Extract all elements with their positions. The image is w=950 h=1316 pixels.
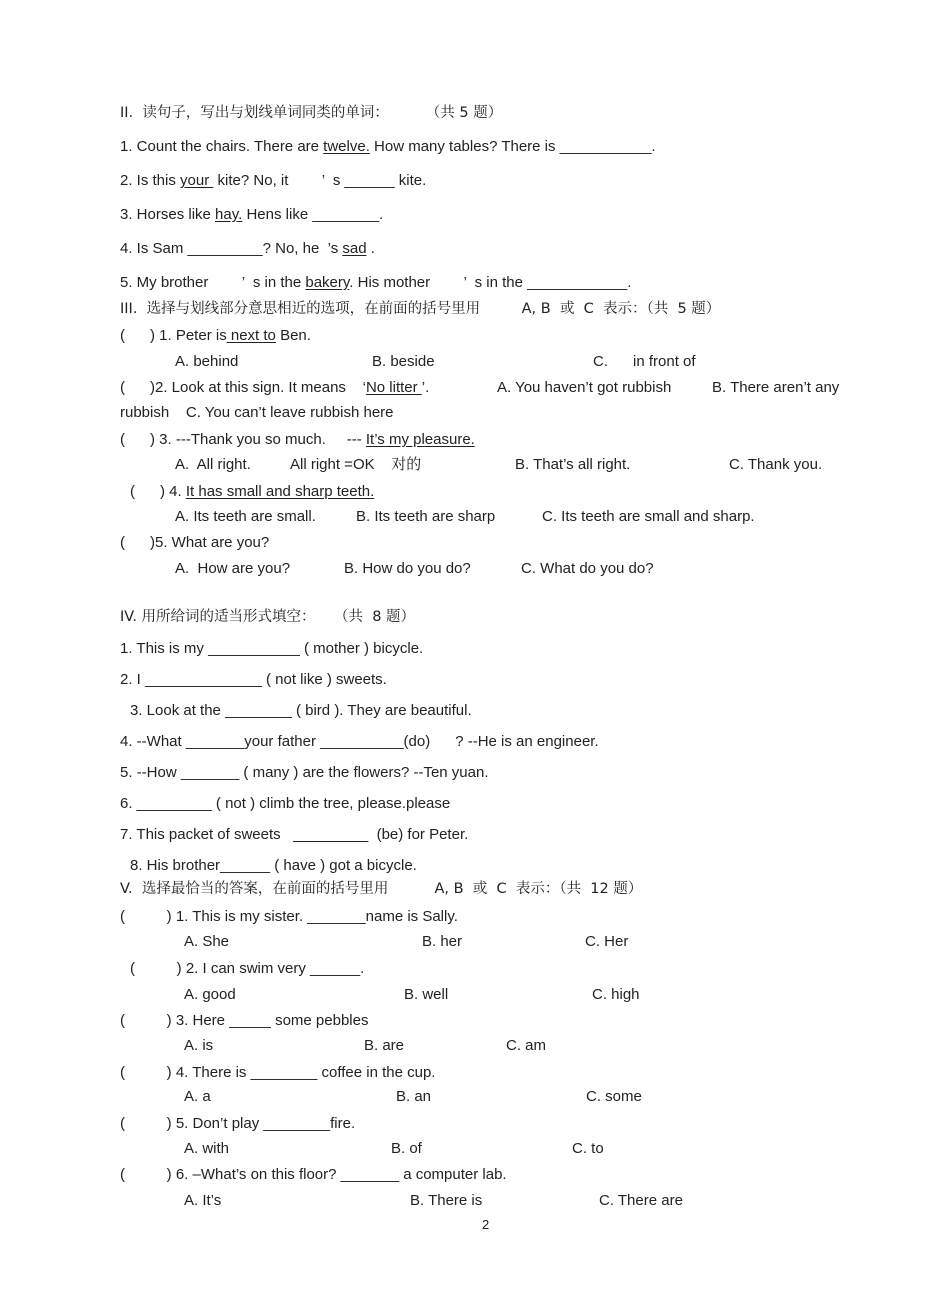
s3-q2-option-a: A. You haven’t got rubbish: [497, 379, 672, 396]
s5-q4-option-a: A. a: [184, 1088, 211, 1105]
underlined-word: twelve.: [323, 138, 370, 155]
s5-q1-option-b: B. her: [422, 933, 463, 950]
s4-question-5: 5. --How _______ ( many ) are the flowers? --Ten yuan.: [120, 764, 489, 781]
s5-q3-option-b: B. are: [364, 1037, 405, 1054]
s3-q1-option-b: B. beside: [372, 353, 435, 370]
underlined-phrase: No litter: [365, 379, 422, 396]
s3-question-1: [120, 327, 311, 345]
s3-q4-option-b: B. Its teeth are sharp: [356, 508, 496, 525]
underlined-phrase: It’s my pleasure.: [365, 431, 475, 448]
text: ’.: [421, 379, 430, 396]
text: 3. Horses like: [120, 206, 216, 223]
s5-q2-option-b: B. well: [404, 986, 449, 1003]
section-3-heading: III. 选择与划线部分意思相近的选项，在前面的括号里用 A, B 或 C 表示：（共 5 题）: [120, 301, 721, 317]
s3-q2-option-b: B. There aren’t any: [712, 379, 840, 396]
s3-q5-option-b: B. How do you do?: [344, 560, 471, 577]
s5-q2-option-a: A. good: [184, 986, 236, 1003]
underlined-word: bakery: [305, 274, 350, 291]
text: ( ) 1. Peter is: [120, 327, 227, 344]
page-number: 2: [482, 1217, 490, 1232]
s4-question-1: 1. This is my ___________ ( mother ) bicycle.: [120, 640, 424, 657]
s4-question-8: 8. His brother______ ( have ) got a bicycle.: [130, 857, 417, 874]
underlined-phrase: next to: [226, 327, 276, 344]
underlined-phrase: It has small and sharp teeth.: [185, 483, 375, 500]
s5-question-3: ( ) 3. Here _____ some pebbles: [120, 1012, 369, 1029]
answer-blank: _________: [293, 826, 369, 843]
text: ( ) 3. ---Thank you so much. ---: [120, 431, 366, 448]
text: .: [366, 240, 375, 257]
s5-q5-option-b: B. of: [391, 1140, 422, 1157]
text: Hens like ________.: [242, 206, 384, 223]
section-4-heading: IV. 用所给词的适当形式填空： （共 8 题）: [120, 609, 416, 625]
s3-q3-option-a: A. All right.: [175, 456, 251, 473]
section-2-heading: II. 读句子，写出与划线单词同类的单词： （共 5 题）: [120, 105, 503, 121]
s2-question-4: [120, 240, 375, 258]
s4-question-7: [120, 826, 468, 844]
text: (be) for Peter.: [368, 826, 469, 843]
text: ( )2. Look at this sign. It means ‘: [120, 379, 366, 396]
text: . His mother ’ s in the ____________.: [349, 274, 632, 291]
s5-q3-option-c: C. am: [506, 1037, 547, 1054]
s5-question-5: ( ) 5. Don’t play ________fire.: [120, 1115, 356, 1132]
s2-question-5: [120, 274, 631, 292]
s3-q5-option-c: C. What do you do?: [521, 560, 654, 577]
text: 4. Is Sam _________? No, he ’s: [120, 240, 343, 257]
text: Ben.: [275, 327, 311, 344]
text: 7. This packet of sweets: [120, 826, 294, 843]
s2-question-2: [120, 172, 426, 190]
s5-q6-option-c: C. There are: [599, 1192, 683, 1209]
s5-question-2: ( ) 2. I can swim very ______.: [130, 960, 365, 977]
s5-q2-option-c: C. high: [592, 986, 640, 1003]
text: 2. Is this: [120, 172, 181, 189]
s3-q3-option-c: C. Thank you.: [729, 456, 823, 473]
s4-question-4: 4. --What _______your father __________(do) ? --He is an engineer.: [120, 733, 599, 750]
underlined-word: your: [180, 172, 214, 189]
s5-q1-option-a: A. She: [184, 933, 230, 950]
s3-q4-option-c: C. Its teeth are small and sharp.: [542, 508, 755, 525]
s5-q4-option-c: C. some: [586, 1088, 642, 1105]
s5-q3-option-a: A. is: [184, 1037, 214, 1054]
text: kite? No, it ’ s ______ kite.: [213, 172, 427, 189]
underlined-word: sad: [342, 240, 367, 257]
s5-question-4: ( ) 4. There is ________ coffee in the cup.: [120, 1064, 436, 1081]
s3-q2-continuation: rubbish C. You can’t leave rubbish here: [120, 404, 394, 421]
s4-question-2: 2. I ______________ ( not like ) sweets.: [120, 671, 387, 688]
s3-q3-option-b: B. That’s all right.: [515, 456, 631, 473]
s3-q1-option-a: A. behind: [175, 353, 239, 370]
s3-question-3: [120, 431, 475, 449]
s4-question-6: 6. _________ ( not ) climb the tree, please.please: [120, 795, 451, 812]
text: 5. My brother ’ s in the: [120, 274, 306, 291]
s4-question-3: 3. Look at the ________ ( bird ). They are beautiful.: [130, 702, 472, 719]
text: 1. Count the chairs. There are: [120, 138, 324, 155]
section-5-heading: V. 选择最恰当的答案，在前面的括号里用 A, B 或 C 表示：（共 12 题）: [120, 881, 643, 897]
s5-q5-option-a: A. with: [184, 1140, 230, 1157]
text: ( ) 4.: [130, 483, 186, 500]
s5-q1-option-c: C. Her: [585, 933, 629, 950]
text: How many tables? There is ___________.: [369, 138, 656, 155]
s5-q6-option-b: B. There is: [410, 1192, 483, 1209]
underlined-word: hay.: [215, 206, 243, 223]
s5-q4-option-b: B. an: [396, 1088, 432, 1105]
s3-q5-option-a: A. How are you?: [175, 560, 291, 577]
s5-q6-option-a: A. It’s: [184, 1192, 222, 1209]
s3-q4-option-a: A. Its teeth are small.: [175, 508, 316, 525]
s3-question-2: [120, 379, 429, 397]
s2-question-3: [120, 206, 383, 224]
s3-q1-option-c: C. in front of: [593, 353, 696, 370]
s3-q3-note: All right =OK 对的: [290, 456, 422, 473]
s3-question-5: ( )5. What are you?: [120, 534, 270, 551]
s3-question-4: [130, 483, 374, 501]
s5-q5-option-c: C. to: [572, 1140, 604, 1157]
s2-question-1: [120, 138, 656, 156]
s5-question-6: ( ) 6. –What’s on this floor? _______ a computer lab.: [120, 1166, 507, 1183]
s5-question-1: ( ) 1. This is my sister. _______name is Sally.: [120, 908, 458, 925]
